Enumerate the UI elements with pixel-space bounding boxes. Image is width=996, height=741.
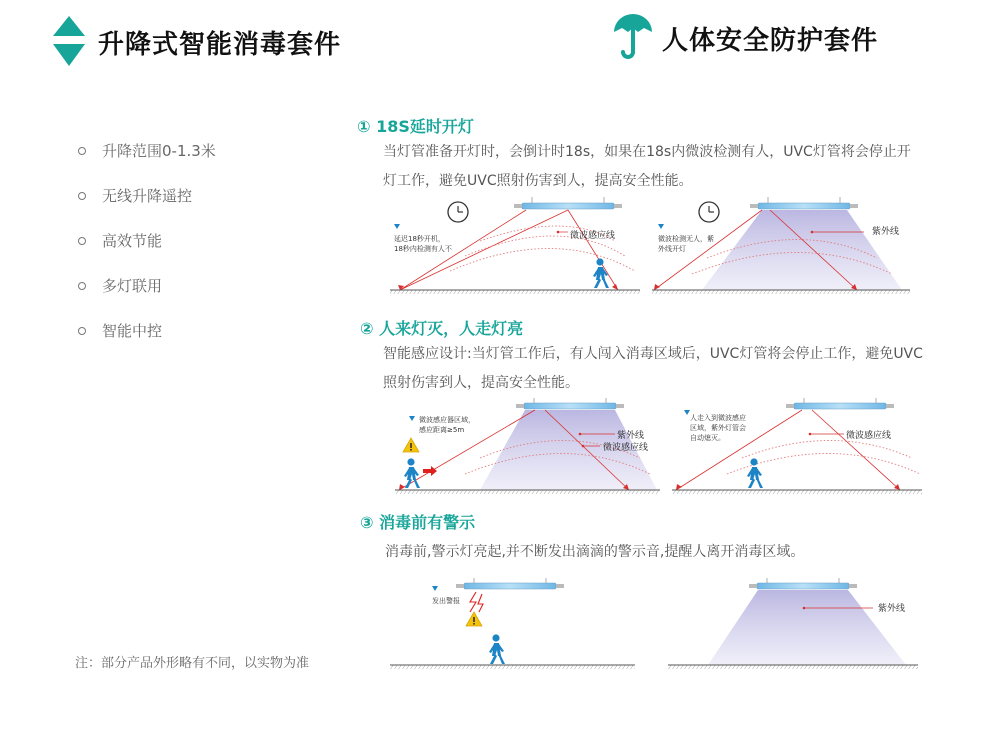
feature-item: 智能中控 [78,308,216,353]
footnote: 注：部分产品外形略有不同，以实物为准 [75,656,310,671]
microwave-line-label: 微波感应线 [846,431,892,441]
uv-lamp-icon [749,578,857,589]
diagram-3a [390,578,635,674]
bullet-icon [78,237,86,245]
diagram-2b [672,398,922,496]
person-icon [593,258,609,288]
diagram-note: 延迟18秒开机， 18秒内检测有人不 [394,235,452,253]
bullet-icon [78,147,86,155]
uv-line-label: 紫外线 [878,604,906,614]
diagram-2a [395,398,660,496]
bullet-icon [78,192,86,200]
diagram-note: 发出警报 [432,597,460,605]
feature-item: 高效节能 [78,218,216,263]
person-icon [489,634,505,664]
right-title: 人体安全防护套件 [662,26,879,56]
uv-lamp-icon [514,197,622,209]
bullet-icon [78,327,86,335]
diagram-1b [652,196,912,296]
uv-line-label: 紫外线 [872,227,900,237]
feature-item: 升降范围0-1.3米 [78,128,216,173]
section-3-title: ③ 消毒前有警示 [360,513,476,532]
uv-lamp-icon [456,578,564,589]
alarm-signal-icon [470,592,476,612]
diagram-note: 人走入到微波感应 区域，紫外灯管会 自动熄灭。 [690,414,746,442]
section-3-desc: 消毒前,警示灯亮起,并不断发出滴滴的警示音,提醒人离开消毒区域。 [385,544,805,560]
section-1-desc: 当灯管准备开灯时，会倒计时18s，如果在18s内微波检测有人，UVC灯管将会停止开灯工作，避免UVC照射伤害到人，提高安全性能。 [383,144,911,189]
umbrella-icon [612,10,654,64]
diagram-note: 微波检测无人，紫 外线开灯 [658,235,714,253]
diagram-note: 微波感应器区域， 感应距离≥5m [419,416,475,434]
feature-item: 多灯联用 [78,263,216,308]
up-down-arrows-icon [52,14,86,72]
warning-icon [403,438,419,452]
diagram-3b [668,578,918,674]
left-title: 升降式智能消毒套件 [98,30,342,60]
section-1-title: ① 18S延时开灯 [357,117,474,136]
feature-list [78,128,216,353]
header-left-icon [52,14,86,76]
uv-lamp-icon [516,398,624,409]
warning-icon [466,612,482,626]
uv-line-label: 紫外线 [617,431,645,441]
clock-icon [699,202,719,222]
section-2-desc: 智能感应设计:当灯管工作后，有人闯入消毒区域后，UVC灯管将会停止工作，避免UVC照射伤害到人，提高安全性能。 [383,346,923,391]
uv-lamp-icon [786,398,894,409]
microwave-line-label: 微波感应线 [570,231,616,241]
clock-icon [448,202,468,222]
section-2-title: ② 人来灯灭，人走灯亮 [360,319,524,338]
feature-item: 无线升降遥控 [78,173,216,218]
person-icon [404,458,420,488]
bullet-icon [78,282,86,290]
uv-lamp-icon [750,197,858,209]
header-right-icon [612,10,654,68]
diagram-1a [390,196,640,296]
microwave-line-label: 微波感应线 [603,443,649,453]
